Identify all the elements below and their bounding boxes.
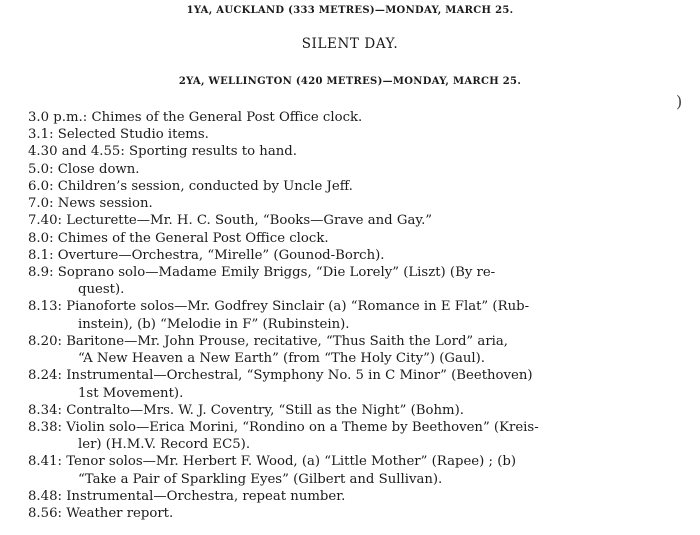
programme-item <box>28 230 678 247</box>
programme-time: 3.0 p.m.: <box>28 110 88 125</box>
programme-item <box>28 195 678 212</box>
programme-item <box>28 453 678 487</box>
programme-item <box>28 333 678 367</box>
programme-time: 4.30 and 4.55: <box>28 144 125 160</box>
programme-description: Chimes of the General Post Office clock. <box>57 230 329 246</box>
programme-list <box>28 109 678 522</box>
station-heading-auckland: 1YA, AUCKLAND (333 METRES)—MONDAY, MARCH 25. <box>186 5 514 16</box>
programme-item <box>28 161 678 178</box>
programme-item <box>28 419 678 453</box>
programme-time: 3.1: <box>28 127 54 143</box>
programme-description-continued: “A New Heaven a New Earth” (from “The Holy City”) (Gaul). <box>78 351 486 367</box>
programme-time: 8.34: <box>28 402 62 418</box>
programme-description-continued: instein), (b) “Melodie in F” (Rubinstein). <box>78 316 350 332</box>
silent-day-note: SILENT DAY. <box>301 36 399 52</box>
programme-time: 7.0: <box>28 196 54 212</box>
programme-time: 8.48: <box>28 488 62 504</box>
programme-description-continued: 1st Movement). <box>78 385 184 401</box>
programme-time: 8.1: <box>28 247 54 263</box>
programme-time: 8.56: <box>28 506 62 522</box>
programme-description: Sporting results to hand. <box>129 144 297 160</box>
programme-description: Overture—Orchestra, “Mirelle” (Gounod-Borch). <box>57 247 385 263</box>
programme-description: Lecturette—Mr. H. C. South, “Books—Grave and Gay.” <box>66 213 433 229</box>
programme-description: Instrumental—Orchestral, “Symphony No. 5 in C Minor” (Beethoven) <box>66 368 533 384</box>
programme-item <box>28 126 678 143</box>
station-heading-wellington: 2YA, WELLINGTON (420 METRES)—MONDAY, MARCH 25. <box>178 76 522 87</box>
programme-item <box>28 367 678 401</box>
programme-description-continued: quest). <box>78 282 125 298</box>
programme-item <box>28 212 678 229</box>
programme-time: 7.40: <box>28 213 62 229</box>
programme-item <box>28 402 678 419</box>
programme-time: 8.0: <box>28 230 54 246</box>
programme-item <box>28 488 678 505</box>
programme-description: Violin solo—Erica Morini, “Rondino on a Theme by Beethoven” (Kreis- <box>66 419 539 435</box>
programme-item <box>28 247 678 264</box>
programme-item <box>28 178 678 195</box>
programme-description: Contralto—Mrs. W. J. Coventry, “Still as the Night” (Bohm). <box>66 402 464 418</box>
programme-item <box>28 109 678 126</box>
programme-time: 5.0: <box>28 161 54 177</box>
programme-description: Selected Studio items. <box>57 127 209 143</box>
programme-description-continued: ler) (H.M.V. Record EC5). <box>78 437 251 453</box>
programme-item <box>28 505 678 522</box>
programme-item <box>28 298 678 332</box>
margin-mark: ) <box>676 92 683 111</box>
programme-description: Weather report. <box>66 506 174 522</box>
programme-description: Pianoforte solos—Mr. Godfrey Sinclair (a) “Romance in E Flat” (Rub- <box>66 299 530 315</box>
programme-description: News session. <box>57 196 153 212</box>
programme-time: 8.9: <box>28 264 54 280</box>
programme-time: 8.20: <box>28 333 62 349</box>
programme-description: Soprano solo—Madame Emily Briggs, “Die Lorely” (Liszt) (By re- <box>57 264 496 280</box>
programme-time: 8.38: <box>28 419 62 435</box>
programme-description: Close down. <box>57 161 140 177</box>
programme-description: Tenor solos—Mr. Herbert F. Wood, (a) “Little Mother” (Rapee) ; (b) <box>66 454 517 470</box>
programme-description: Instrumental—Orchestra, repeat number. <box>66 488 346 504</box>
programme-time: 6.0: <box>28 178 54 194</box>
programme-item <box>28 264 678 298</box>
programme-time: 8.41: <box>28 454 62 470</box>
programme-description: Chimes of the General Post Office clock. <box>91 110 363 125</box>
programme-time: 8.13: <box>28 299 62 315</box>
programme-time: 8.24: <box>28 368 62 384</box>
programme-item <box>28 143 678 160</box>
programme-description-continued: “Take a Pair of Sparkling Eyes” (Gilbert and Sullivan). <box>78 471 443 487</box>
programme-description: Baritone—Mr. John Prouse, recitative, “Thus Saith the Lord” aria, <box>66 333 508 349</box>
programme-description: Children’s session, conducted by Uncle Jeff. <box>57 178 353 194</box>
